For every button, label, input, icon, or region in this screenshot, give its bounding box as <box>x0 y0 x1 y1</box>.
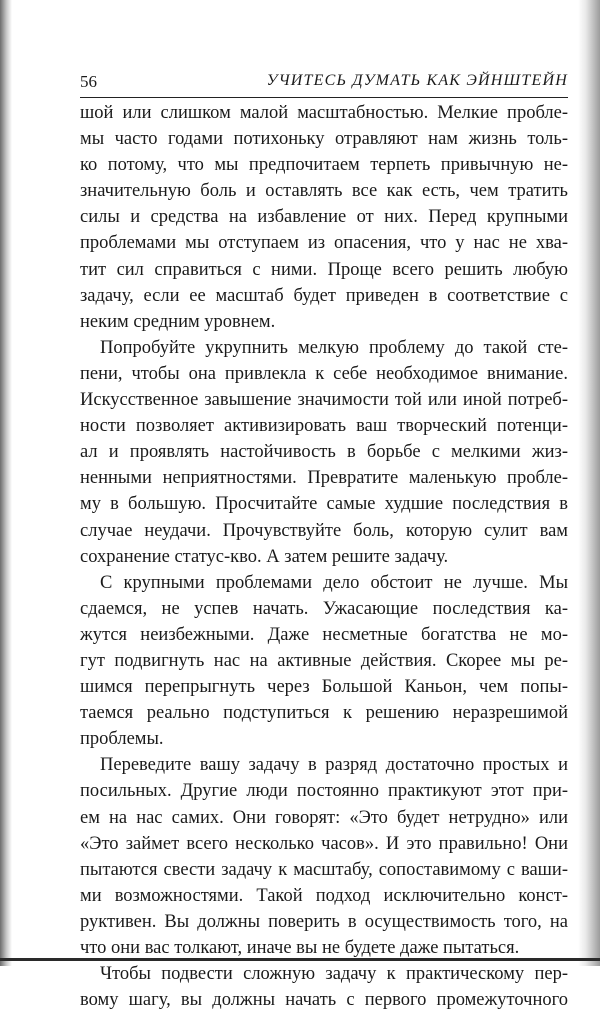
text-line: сдаемся, не успев начать. Ужасающие последствия ка- <box>80 598 568 619</box>
text-line: Переведите вашу задачу в разряд достаточно простых и <box>100 755 568 776</box>
text-line: пытаются свести задачу к масштабу, сопоставимому с ваши- <box>80 859 568 880</box>
text-line: шимся перепрыгнуть через Большой Каньон, чем попы- <box>80 677 568 698</box>
text-line: таемся реально подступиться к решению неразрешимой <box>80 703 568 724</box>
text-line: ко потому, что мы предпочитаем терпеть привычную не- <box>80 155 568 176</box>
text-line: ненными неприятностями. Превратите маленькую пробле- <box>80 468 568 489</box>
text-line: задачу, если ее масштаб будет приведен в соответствие с <box>80 285 568 306</box>
header-rule <box>80 97 568 98</box>
text-line: му в большую. Просчитайте самые худшие последствия в <box>80 494 568 515</box>
text-line: неким средним уровнем. <box>80 311 276 332</box>
text-line: Чтобы подвести сложную задачу к практическому пер- <box>100 964 568 985</box>
text-line: проблемами мы отступаем из опасения, что у нас не хва- <box>80 233 568 254</box>
text-line: вому шагу, вы должны начать с первого промежуточного <box>80 990 568 1011</box>
text-line: ем на нас самих. Они говорят: «Это будет нетрудно» или <box>80 807 568 828</box>
text-line: случае неудачи. Прочувствуйте боль, которую сулит вам <box>80 520 568 541</box>
page-number: 56 <box>80 72 97 91</box>
page-gutter-shadow <box>0 0 12 966</box>
text-line: силы и средства на избавление от них. Перед крупными <box>80 207 568 228</box>
text-line: жутся неизбежными. Даже несметные богатства не мо- <box>80 624 568 645</box>
text-line: тит сил справиться с ними. Проще всего решить любую <box>80 259 568 280</box>
text-line: значительную боль и оставлять все как есть, чем тратить <box>80 181 568 202</box>
text-line: ал и проявлять настойчивость в борьбе с мелкими жиз- <box>80 442 568 463</box>
text-line: руктивен. Вы должны поверить в осуществимость того, на <box>80 911 568 932</box>
text-line: что они вас толкают, иначе вы не будете даже пытаться. <box>80 938 520 958</box>
text-line: С крупными проблемами дело обстоит не лучше. Мы <box>100 572 568 593</box>
text-line: шой или слишком малой масштабностью. Мелкие пробле- <box>80 103 568 123</box>
text-line: «Это займет всего несколько часов». И это правильно! Они <box>80 833 568 854</box>
page-edge-shadow <box>578 0 600 966</box>
text-line: ности позволяет активизировать ваш творческий потенци- <box>80 416 568 437</box>
text-line: Попробуйте укрупнить мелкую проблему до такой сте- <box>100 337 568 358</box>
text-line: сохранение статус-кво. А затем решите задачу. <box>80 546 449 567</box>
text-line: проблемы. <box>80 729 164 750</box>
page-header <box>80 72 568 96</box>
text-line: гут подвигнуть нас на активные действия. Скорее мы ре- <box>80 650 568 671</box>
text-line: посильных. Другие люди постоянно практикуют этот при- <box>80 781 568 802</box>
bottom-edge-rule <box>0 958 600 961</box>
body-text <box>80 100 568 1013</box>
running-title: УЧИТЕСЬ ДУМАТЬ КАК ЭЙНШТЕЙН <box>266 72 568 89</box>
text-line: Искусственное завышение значимости той или иной потреб- <box>80 390 568 411</box>
text-line: пени, чтобы она привлекла к себе необходимое внимание. <box>80 363 568 384</box>
text-line: ми возможностями. Такой подход исключительно конст- <box>80 885 568 906</box>
text-line: мы часто годами потихоньку отравляют нам жизнь толь- <box>80 129 568 150</box>
